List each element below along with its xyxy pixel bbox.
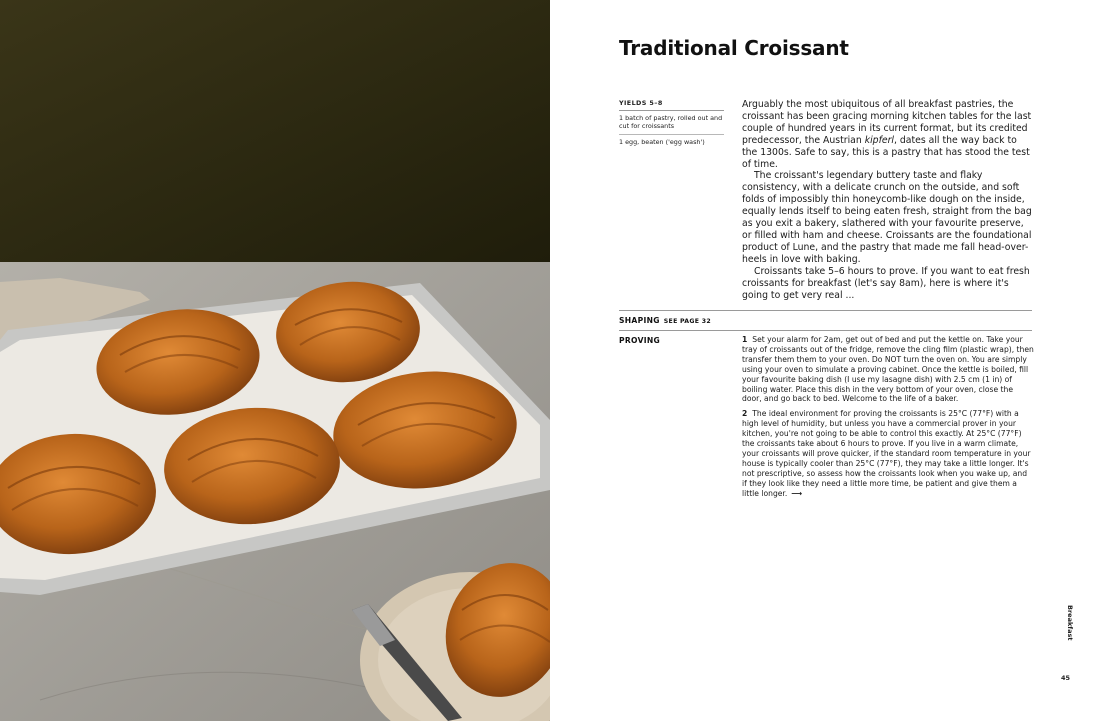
yield-heading: YIELDS 5–8 <box>619 99 724 111</box>
intro-text-span: , dates all the way back to the 1300s. Safe to say, this is a pastry that has stood the test of time. <box>742 134 1030 170</box>
intro-italic-word: kipferl <box>864 134 894 146</box>
running-head: Breakfast <box>1066 605 1074 641</box>
page-number: 45 <box>1061 674 1071 682</box>
intro-text-span: Arguably the most ubiquitous of all breakfast pastries, the croissant has been gracing morning kitchen tables for the last couple of hundred years in its current format, but its credited predecessor, the Austrian <box>742 99 1032 146</box>
ingredients-list <box>619 99 724 149</box>
ingredient-item: 1 egg, beaten ('egg wash') <box>619 137 705 146</box>
step-text: The ideal environment for proving the croissants is 25°C (77°F) with a high level of humidity, but unless you have a commercial prover in your kitchen, you're not going to be able to control this exactly. At 25°C (77°F) the croissants take about 6 hours to prove. If you live in a warm climate, your croissants will prove quicker, if the standard room temperature in your house is typically cooler than 25°C (77°F), they may take a little longer. It's not prescriptive, so assess how the croissants look when you wake up, and if they look like they need a little more time, be patient and give them a little longer. <box>742 409 1031 498</box>
shaping-label <box>619 316 711 325</box>
shaping-heading: SHAPING <box>619 316 660 325</box>
proving-label: PROVING <box>619 336 661 345</box>
intro-paragraph-1 <box>742 99 1034 170</box>
ingredient-item: 1 batch of pastry, rolled out and cut for croissants <box>619 111 724 135</box>
intro-paragraph-3: Croissants take 5–6 hours to prove. If you want to eat fresh croissants for breakfast (let's say 8am), here is where it's going to get very real ... <box>742 265 1030 301</box>
step-text: Set your alarm for 2am, get out of bed and put the kettle on. Take your tray of croissants out of the fridge, remove the cling film (plastic wrap), then transfer them them to your oven. Do NOT turn the oven on. You are simply using your oven to simulate a proving cabinet. Once the kettle is boiled, fill your favourite baking dish (I use my lasagne dish) with 2.5 cm (1 in) of boiling water. Place this dish in the very bottom of your oven, close the door, and go back to bed. Welcome to the life of a baker. <box>742 335 1034 404</box>
intro-paragraph-2: The croissant's legendary buttery taste and flaky consistency, with a delicate crunch on the outside, and soft folds of impossibly thin honeycomb-like dough on the inside, equally lends itself to being eaten fresh, straight from the bag as you exit a bakery, slathered with your favourite preserve, or filled with ham and cheese. Croissants are the foundational product of Lune, and the pastry that made me fall head-over-heels in love with baking. <box>742 170 1032 265</box>
section-divider <box>619 310 1032 311</box>
step-number: 2 <box>742 409 748 419</box>
section-divider <box>619 330 1032 331</box>
step-number: 1 <box>742 335 748 344</box>
wall-background <box>0 0 550 262</box>
continue-arrow-icon: ⟶ <box>791 488 803 498</box>
proving-step-2 <box>742 409 1034 498</box>
proving-step-1 <box>742 335 1034 404</box>
intro-text <box>742 99 1034 301</box>
shaping-page-ref: SEE PAGE 32 <box>663 318 711 325</box>
proving-steps <box>742 335 1034 504</box>
recipe-title: Traditional Croissant <box>619 36 849 60</box>
